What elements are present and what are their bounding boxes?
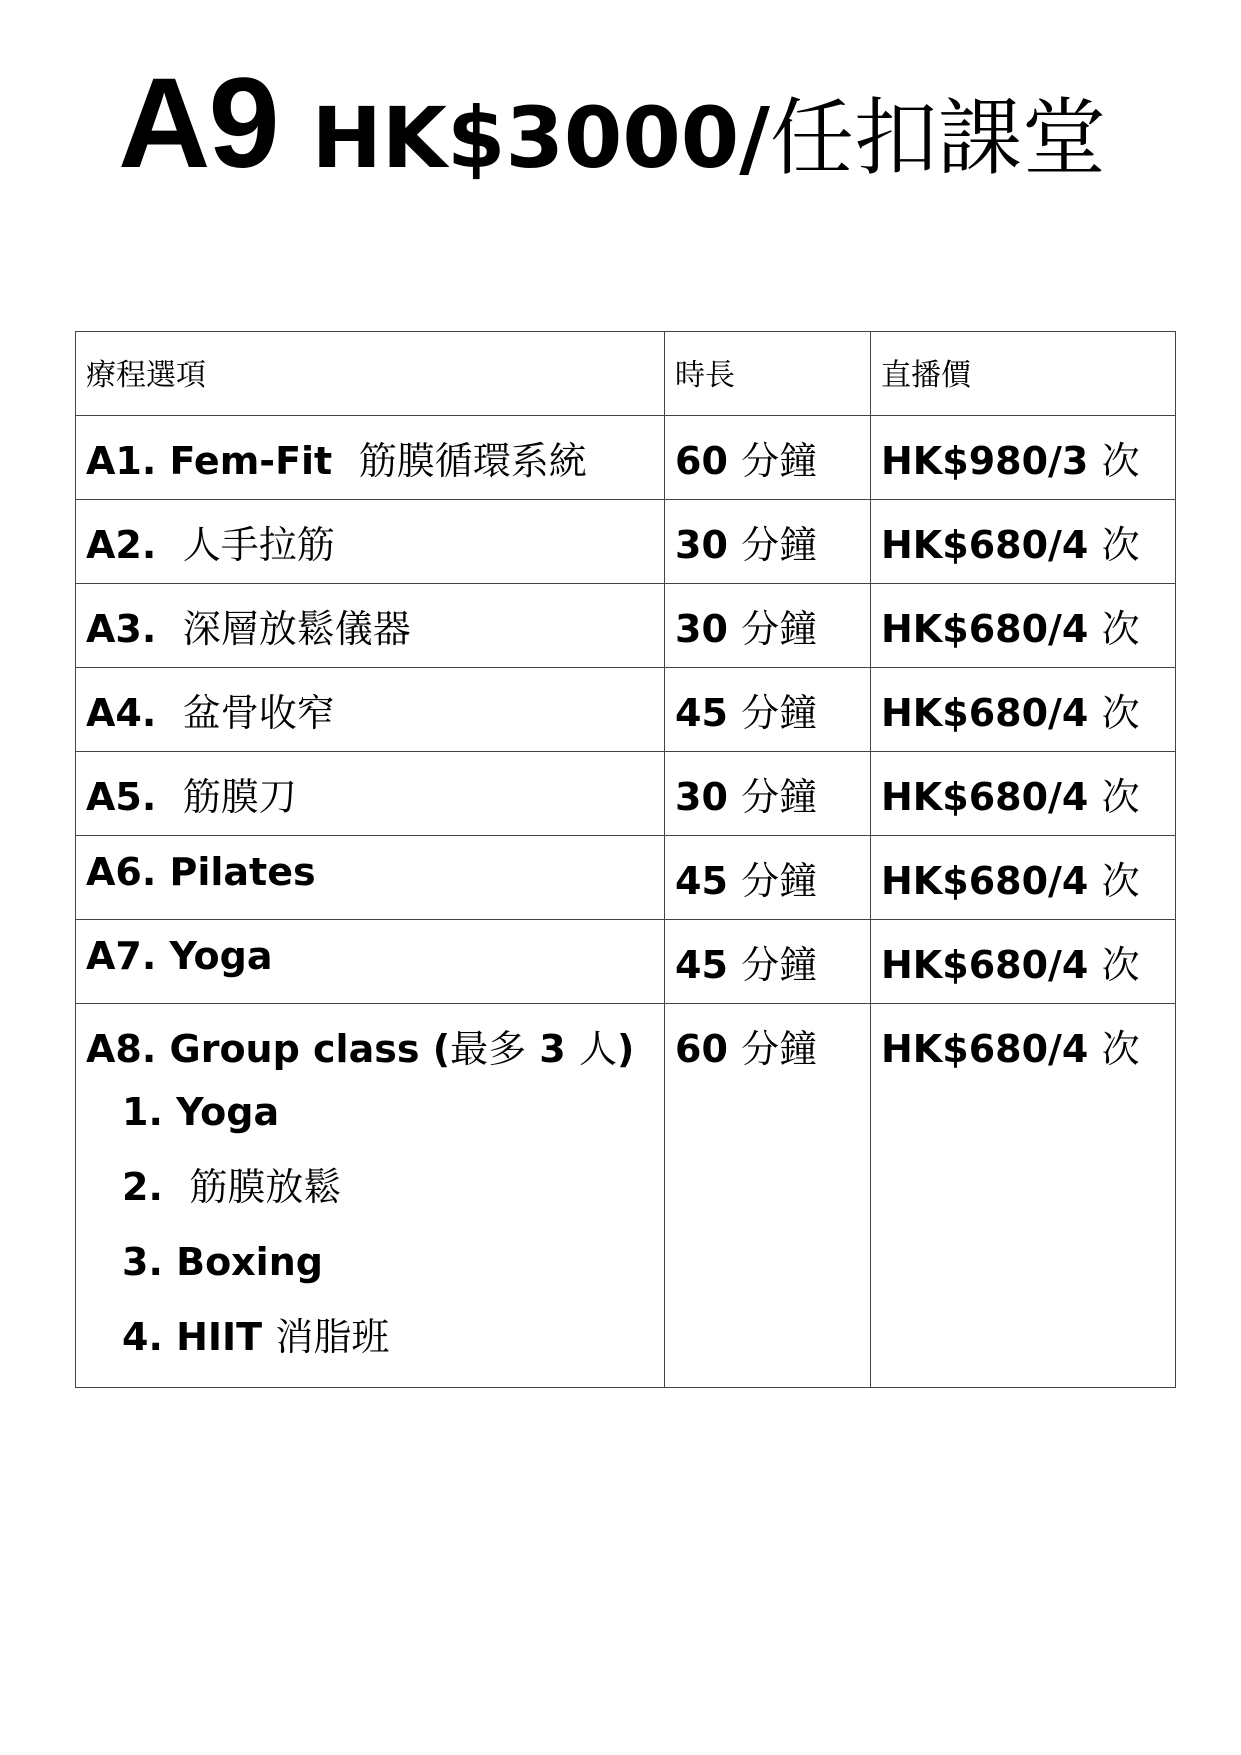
group-note: 最多 [450,1027,527,1071]
table-row [76,668,1176,752]
table-row [76,836,1176,920]
table-row [76,584,1176,668]
price-unit: 次 [1101,775,1140,819]
cell-treatment [76,752,665,836]
title-price [312,89,1106,187]
treatment-code: A3. [86,607,157,651]
duration-unit: 分鐘 [741,1027,818,1071]
duration-num: 45 [675,859,728,903]
treatment-name: 人手拉筋 [182,523,335,567]
title-suffix: 任扣課堂 [769,89,1106,187]
price-unit: 次 [1101,1027,1140,1071]
header-treatment: 療程選項 [76,332,665,416]
cell-duration [665,752,871,836]
cell-treatment [76,584,665,668]
price-amount: HK$680/4 [881,1027,1089,1071]
treatment-code: A2. [86,523,157,567]
duration-num: 30 [675,607,728,651]
price-unit: 次 [1101,607,1140,651]
cell-price [871,836,1176,920]
duration-unit: 分鐘 [741,691,818,735]
price-unit: 次 [1101,943,1140,987]
duration-num: 60 [675,1027,728,1071]
sub-item-num: 4. HIIT [122,1315,263,1359]
duration-unit: 分鐘 [741,775,818,819]
list-item [122,1237,654,1312]
list-item [122,1087,654,1162]
treatment-code: A5. [86,775,157,819]
treatment-code: A4. [86,691,157,735]
sub-item-num: 2. [122,1165,163,1209]
duration-unit: 分鐘 [741,607,818,651]
sub-item-name: 筋膜放鬆 [189,1165,342,1209]
duration-num: 45 [675,691,728,735]
price-amount: HK$680/4 [881,607,1089,651]
price-amount: HK$680/4 [881,691,1089,735]
table-row-group-class [76,1004,1176,1388]
table-row [76,920,1176,1004]
treatment-code: A7. Yoga [86,934,273,978]
cell-treatment [76,668,665,752]
duration-unit: 分鐘 [741,943,818,987]
treatment-name: 盆骨收窄 [182,691,335,735]
table-header-row [76,332,1176,416]
treatment-name: 深層放鬆儀器 [182,607,411,651]
price-amount: HK$680/4 [881,775,1089,819]
cell-duration [665,920,871,1004]
price-table [75,331,1176,1388]
duration-unit: 分鐘 [741,859,818,903]
group-class-list [86,1087,654,1387]
cell-price [871,752,1176,836]
price-amount: HK$680/4 [881,859,1089,903]
header-price: 直播價 [871,332,1176,416]
duration-num: 30 [675,523,728,567]
treatment-code: A1. Fem-Fit [86,439,333,483]
cell-treatment [76,1004,665,1388]
cell-duration [665,584,871,668]
cell-price [871,416,1176,500]
duration-unit: 分鐘 [741,439,818,483]
group-count: 3 [526,1027,579,1071]
title-code: A9 [118,52,278,195]
cell-treatment [76,416,665,500]
page-title [118,52,1106,195]
cell-price [871,1004,1176,1388]
cell-price [871,668,1176,752]
cell-price [871,920,1176,1004]
cell-treatment [76,836,665,920]
treatment-name: 筋膜循環系統 [358,439,587,483]
sub-item-name: 消脂班 [275,1315,390,1359]
table-row [76,416,1176,500]
sub-item-num: 1. Yoga [122,1090,280,1134]
price-unit: 次 [1101,691,1140,735]
price-unit: 次 [1101,859,1140,903]
treatment-code: A8. Group class ( [86,1027,451,1071]
group-close: ) [617,1027,635,1071]
group-class-title [86,1018,654,1073]
duration-unit: 分鐘 [741,523,818,567]
cell-duration [665,836,871,920]
list-item [122,1162,654,1237]
duration-num: 30 [675,775,728,819]
cell-price [871,584,1176,668]
list-item [122,1312,654,1387]
cell-price [871,500,1176,584]
table-row [76,752,1176,836]
header-duration: 時長 [665,332,871,416]
cell-duration [665,1004,871,1388]
table-row [76,500,1176,584]
cell-treatment [76,500,665,584]
cell-duration [665,500,871,584]
price-unit: 次 [1101,439,1140,483]
cell-treatment [76,920,665,1004]
sub-item-num: 3. Boxing [122,1240,323,1284]
title-price-amount: HK$3000/ [311,89,770,187]
cell-duration [665,668,871,752]
group-person: 人 [578,1027,617,1071]
price-unit: 次 [1101,523,1140,567]
treatment-code: A6. Pilates [86,850,316,894]
price-amount: HK$680/4 [881,943,1089,987]
price-amount: HK$980/3 [881,439,1089,483]
cell-duration [665,416,871,500]
duration-num: 60 [675,439,728,483]
treatment-name: 筋膜刀 [182,775,297,819]
duration-num: 45 [675,943,728,987]
price-amount: HK$680/4 [881,523,1089,567]
